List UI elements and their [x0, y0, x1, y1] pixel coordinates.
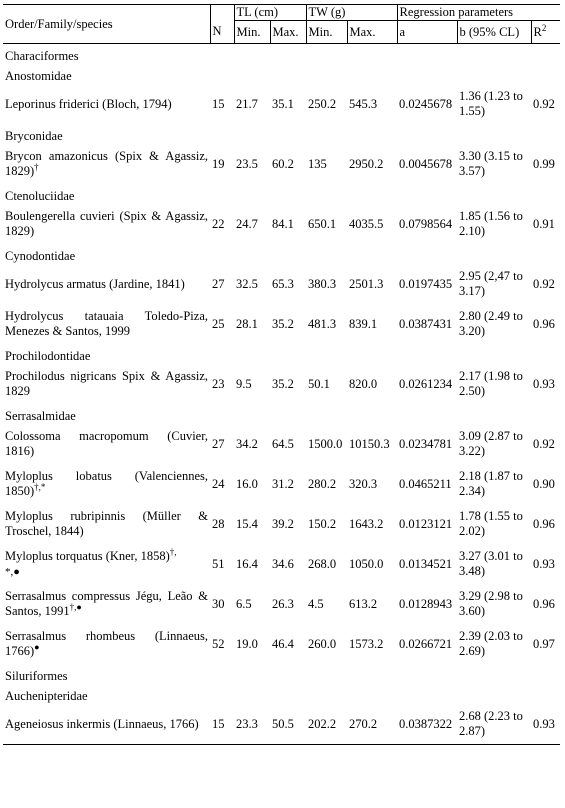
header-tl: TL (cm)	[234, 5, 306, 21]
species-row	[3, 364, 560, 404]
tl-max-cell: 84.1	[272, 216, 294, 231]
n-cell: 24	[212, 476, 225, 491]
species-name: Colossoma macropomum (Cuvier, 1816)	[5, 429, 208, 458]
tw-max-cell: 1573.2	[349, 636, 384, 651]
header-row-1	[3, 5, 560, 21]
n-cell: 27	[212, 436, 225, 451]
tw-min-cell: 202.2	[306, 704, 347, 745]
family-row	[3, 184, 560, 204]
species-name: Prochilodus nigricans Spix & Agassiz, 1829	[5, 369, 208, 398]
tw-min-cell: 1500.0	[308, 436, 343, 451]
species-name-cell	[3, 584, 210, 624]
r2-cell: 0.96	[533, 316, 555, 331]
tw-min-cell: 380.3	[308, 276, 337, 291]
r2-cell: 0.91	[533, 216, 555, 231]
tw-max-cell: 320.3	[349, 476, 378, 491]
tw-min-cell: 268.0	[308, 556, 337, 571]
b-cell: 3.09 (2.87 to 3.22)	[459, 429, 523, 458]
tl-max-cell: 26.3	[272, 596, 294, 611]
tl-max-cell: 65.3	[272, 276, 294, 291]
header-a: a	[397, 21, 457, 44]
tl-max-cell: 35.1	[272, 96, 294, 111]
species-row	[3, 584, 560, 624]
r2-cell: 0.99	[533, 156, 555, 171]
footnote-marks: ●	[34, 641, 40, 652]
b-cell: 1.36 (1.23 to 1.55)	[459, 89, 523, 118]
header-tw-min: Min.	[306, 21, 347, 44]
species-name-cell	[3, 544, 210, 584]
tl-min-cell: 19.0	[236, 636, 258, 651]
n-cell: 27	[212, 276, 225, 291]
b-cell: 2.95 (2,47 to 3.17)	[459, 269, 523, 298]
footnote-marks: †,*	[34, 481, 46, 492]
a-cell: 0.0387322	[397, 704, 457, 745]
tl-min-cell: 16.4	[236, 556, 258, 571]
tl-min-cell: 32.5	[236, 276, 258, 291]
tl-max-cell: 46.4	[272, 636, 294, 651]
b-cell: 2.68 (2.23 to 2.87)	[457, 704, 531, 745]
family-label: Serrasalmidae	[5, 409, 76, 423]
n-cell: 30	[212, 596, 225, 611]
footnote-marks: †	[34, 161, 39, 172]
tl-min-cell: 21.7	[236, 96, 258, 111]
species-row	[3, 704, 560, 745]
tw-max-cell: 4035.5	[349, 216, 384, 231]
tl-min-cell: 15.4	[236, 516, 258, 531]
tw-min-cell: 250.2	[308, 96, 337, 111]
footnote-marks: †,●	[69, 601, 82, 612]
a-cell: 0.0245678	[399, 96, 453, 111]
species-name: Brycon amazonicus (Spix & Agassiz, 1829)	[5, 149, 208, 178]
r2-cell: 0.97	[533, 636, 555, 651]
length-weight-table	[3, 4, 560, 745]
tl-min-cell: 9.5	[236, 376, 252, 391]
tw-max-cell: 545.3	[349, 96, 378, 111]
header-species: Order/Family/species	[3, 5, 210, 44]
order-row	[3, 44, 560, 65]
r2-cell: 0.92	[533, 436, 555, 451]
n-cell: 52	[212, 636, 225, 651]
family-row	[3, 684, 560, 704]
header-tw: TW (g)	[306, 5, 397, 21]
a-cell: 0.0128943	[399, 596, 453, 611]
tl-max-cell: 64.5	[272, 436, 294, 451]
r2-cell: 0.96	[533, 596, 555, 611]
species-row	[3, 204, 560, 244]
a-cell: 0.0045678	[399, 156, 453, 171]
species-name: Serrasalmus rhombeus (Linnaeus, 1766)	[5, 629, 208, 658]
tw-min-cell: 150.2	[308, 516, 337, 531]
tl-min-cell: 6.5	[236, 596, 252, 611]
family-row	[3, 64, 560, 84]
n-cell: 15	[212, 96, 225, 111]
tw-min-cell: 50.1	[308, 376, 330, 391]
a-cell: 0.0261234	[399, 376, 453, 391]
tw-min-cell: 280.2	[308, 476, 337, 491]
tw-min-cell: 481.3	[308, 316, 337, 331]
tw-max-cell: 10150.3	[349, 436, 390, 451]
tl-max-cell: 60.2	[272, 156, 294, 171]
tw-min-cell: 650.1	[308, 216, 337, 231]
b-cell: 3.27 (3.01 to 3.48)	[459, 549, 523, 578]
order-label: Characiformes	[5, 49, 79, 63]
r2-cell: 0.96	[533, 516, 555, 531]
family-row	[3, 344, 560, 364]
n-cell: 28	[212, 516, 225, 531]
tl-max-cell: 39.2	[272, 516, 294, 531]
tw-max-cell: 2950.2	[349, 156, 384, 171]
a-cell: 0.0123121	[399, 516, 453, 531]
tl-min-cell: 23.5	[236, 156, 258, 171]
r2-cell: 0.90	[533, 476, 555, 491]
species-row	[3, 424, 560, 464]
n-cell: 23	[212, 376, 225, 391]
species-row	[3, 264, 560, 304]
family-row	[3, 244, 560, 264]
species-name: Serrasalmus compressus Jégu, Leão & Santos, 1991	[5, 589, 208, 618]
species-name: Boulengerella cuvieri (Spix & Agassiz, 1829)	[5, 209, 208, 238]
n-cell: 22	[212, 216, 225, 231]
header-r2: $R^2$	[531, 21, 560, 44]
species-name-cell	[3, 464, 210, 504]
n-cell: 51	[212, 556, 225, 571]
species-row	[3, 544, 560, 584]
family-row	[3, 124, 560, 144]
family-label: Ctenoluciidae	[5, 189, 75, 203]
species-name: Myloplus torquatus (Kner, 1858)	[5, 548, 170, 563]
species-row	[3, 624, 560, 664]
species-row	[3, 84, 560, 124]
family-label: Anostomidae	[5, 69, 72, 83]
a-cell: 0.0798564	[399, 216, 453, 231]
header-tl-max: Max.	[270, 21, 306, 44]
r2-cell: 0.93	[533, 556, 555, 571]
a-cell: 0.0197435	[399, 276, 453, 291]
b-cell: 3.29 (2.98 to 3.60)	[459, 589, 523, 618]
b-cell: 1.85 (1.56 to 2.10)	[459, 209, 523, 238]
family-label: Prochilodontidae	[5, 349, 91, 363]
tw-max-cell: 820.0	[349, 376, 378, 391]
a-cell: 0.0134521	[399, 556, 453, 571]
species-name-cell	[3, 424, 210, 464]
tl-max-cell: 50.5	[270, 704, 306, 745]
tw-max-cell: 1643.2	[349, 516, 384, 531]
order-label: Siluriformes	[5, 669, 68, 683]
b-cell: 2.39 (2.03 to 2.69)	[459, 629, 523, 658]
species-name-cell	[3, 204, 210, 244]
tl-min-cell: 24.7	[236, 216, 258, 231]
header-n: N	[210, 21, 234, 44]
r2-cell: 0.92	[533, 276, 555, 291]
tw-max-cell: 839.1	[349, 316, 378, 331]
species-row	[3, 304, 560, 344]
tw-min-cell: 4.5	[308, 596, 324, 611]
n-cell: 19	[212, 156, 225, 171]
order-row	[3, 664, 560, 684]
n-cell: 25	[212, 316, 225, 331]
species-name: Hydrolycus armatus (Jardine, 1841)	[5, 276, 185, 291]
r2-cell: 0.93	[531, 704, 560, 745]
footnote-marks-continued: *,●	[5, 565, 20, 578]
b-cell: 2.80 (2.49 to 3.20)	[459, 309, 523, 338]
family-row	[3, 404, 560, 424]
species-name-cell	[3, 264, 210, 304]
header-b: b (95% CL)	[457, 21, 531, 44]
n-cell: 15	[210, 704, 234, 745]
species-name-cell	[3, 624, 210, 664]
tl-max-cell: 35.2	[272, 316, 294, 331]
b-cell: 3.30 (3.15 to 3.57)	[459, 149, 523, 178]
species-row	[3, 504, 560, 544]
species-name-cell	[3, 304, 210, 344]
tl-min-cell: 23.3	[234, 704, 270, 745]
b-cell: 2.17 (1.98 to 2.50)	[459, 369, 523, 398]
a-cell: 0.0266721	[399, 636, 453, 651]
tl-min-cell: 28.1	[236, 316, 258, 331]
tw-max-cell: 2501.3	[349, 276, 384, 291]
species-name-cell	[3, 144, 210, 184]
species-name-cell	[3, 704, 210, 745]
tw-min-cell: 135	[308, 156, 327, 171]
species-row	[3, 464, 560, 504]
species-name-cell	[3, 504, 210, 544]
r2-cell: 0.93	[533, 376, 555, 391]
tl-min-cell: 16.0	[236, 476, 258, 491]
tl-max-cell: 31.2	[272, 476, 294, 491]
family-label: Cynodontidae	[5, 249, 76, 263]
tw-max-cell: 1050.0	[349, 556, 384, 571]
tl-max-cell: 34.6	[272, 556, 294, 571]
b-cell: 2.18 (1.87 to 2.34)	[459, 469, 523, 498]
footnote-marks: †,	[169, 546, 177, 557]
tl-min-cell: 34.2	[236, 436, 258, 451]
species-name-cell	[3, 364, 210, 404]
tw-max-cell: 270.2	[347, 704, 397, 745]
header-tl-min: Min.	[234, 21, 270, 44]
tw-max-cell: 613.2	[349, 596, 378, 611]
header-regression: Regression parameters	[397, 5, 560, 21]
species-name: Myloplus lobatus (Valenciennes, 1850)	[5, 469, 208, 498]
a-cell: 0.0234781	[399, 436, 453, 451]
a-cell: 0.0387431	[399, 316, 453, 331]
family-label: Bryconidae	[5, 129, 63, 143]
species-name-cell	[3, 84, 210, 124]
species-name: Ageneiosus inkermis (Linnaeus, 1766)	[5, 716, 199, 731]
family-label: Auchenipteridae	[5, 689, 88, 703]
b-cell: 1.78 (1.55 to 2.02)	[459, 509, 523, 538]
species-name: Hydrolycus tatauaia Toledo-Piza, Menezes & Santos, 1999	[5, 309, 208, 338]
header-tw-max: Max.	[347, 21, 397, 44]
species-name: Myloplus rubripinnis (Müller & Troschel, 1844)	[5, 509, 208, 538]
tl-max-cell: 35.2	[272, 376, 294, 391]
species-name: Leporinus friderici (Bloch, 1794)	[5, 96, 172, 111]
tw-min-cell: 260.0	[308, 636, 337, 651]
species-row	[3, 144, 560, 184]
r2-cell: 0.92	[533, 96, 555, 111]
a-cell: 0.0465211	[399, 476, 452, 491]
